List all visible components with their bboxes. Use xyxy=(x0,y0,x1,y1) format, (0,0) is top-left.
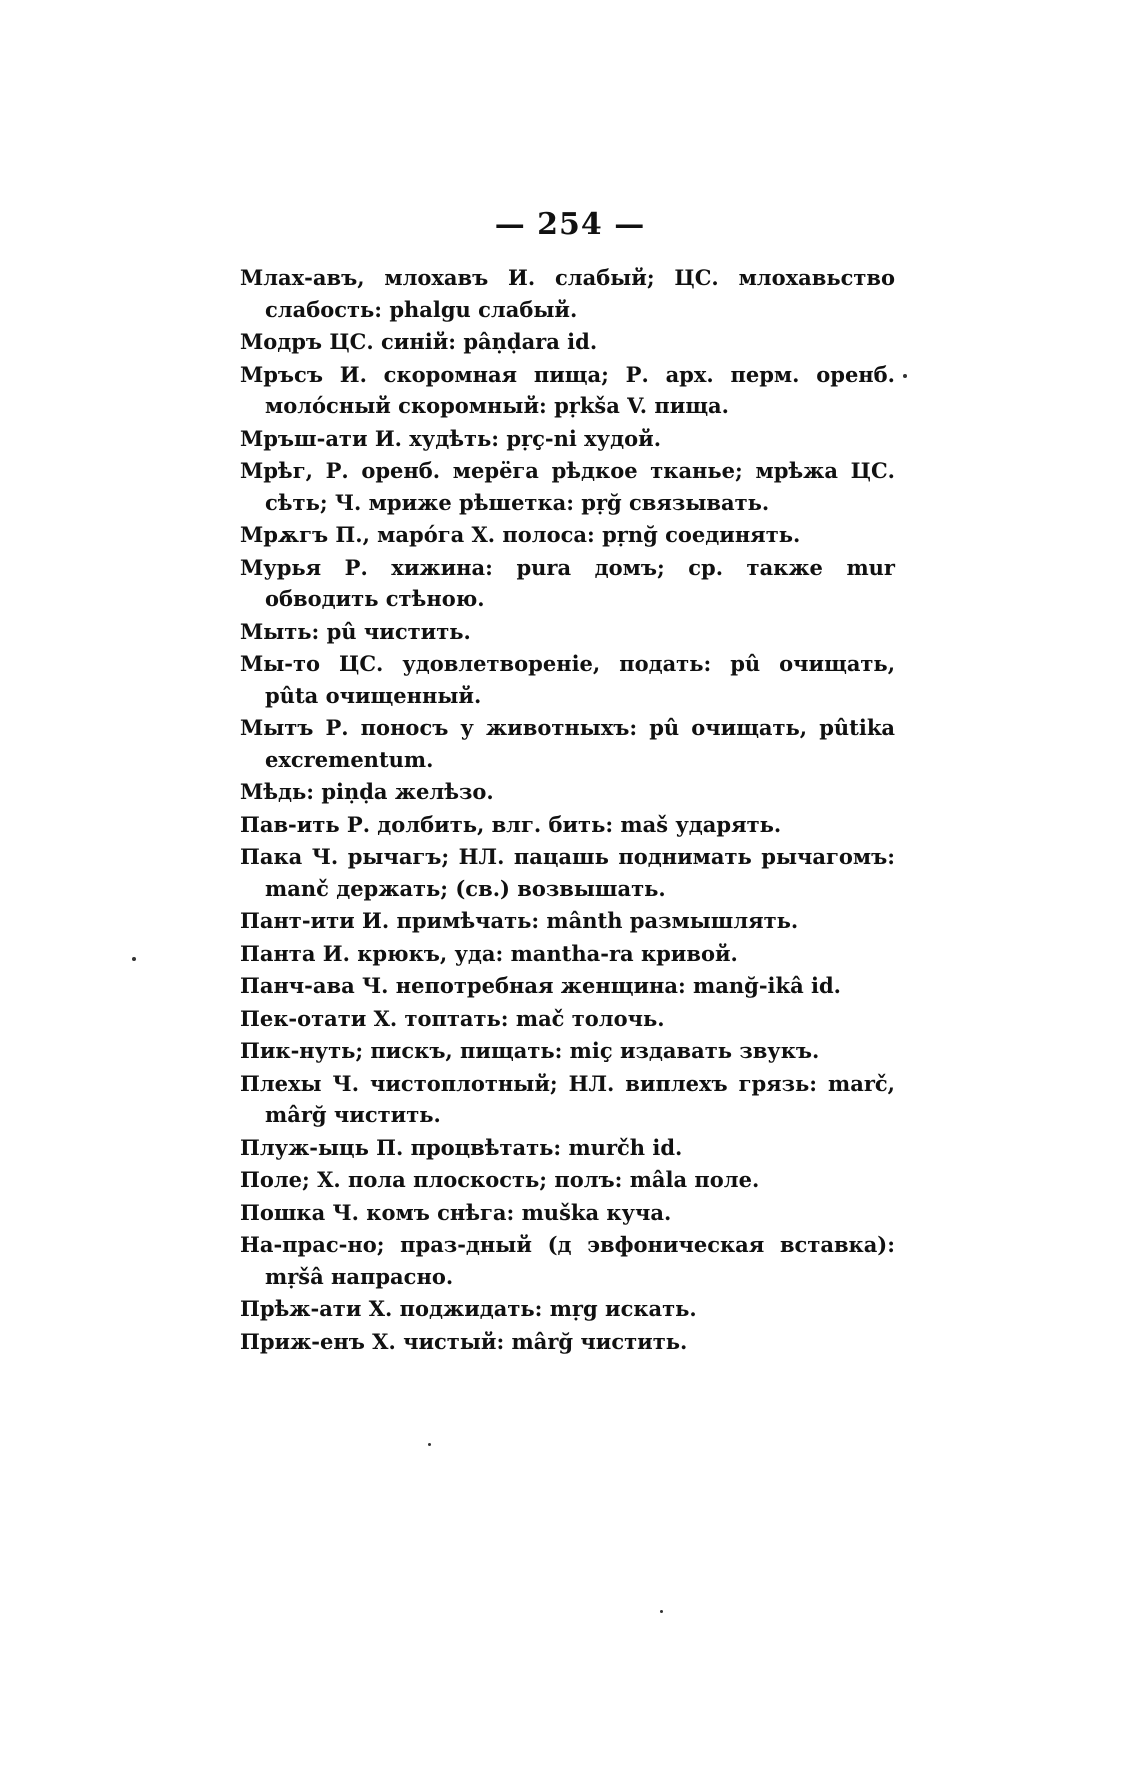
dictionary-entry: Пик-нуть; пискъ, пищать: miç издавать звукъ. xyxy=(240,1038,820,1063)
dictionary-entry: Мурья Р. хижина: pura домъ; ср. также mur обводить стѣною. xyxy=(240,554,895,611)
dictionary-entry: Мы-то ЦС. удовлетвореніе, подать: pû очищать, pûta очищенный. xyxy=(240,651,895,708)
dictionary-entry: Млах-авъ, млохавъ И. слабый; ЦС. млохавьство слабость: phalgu слабый. xyxy=(240,265,895,322)
dictionary-entry: Плехы Ч. чистоплотный; НЛ. виплехъ грязь: marč, mârğ чистить. xyxy=(240,1070,895,1127)
dictionary-entry: Плуж-ыць П. процвѣтать: murčh id. xyxy=(240,1134,683,1160)
dictionary-entry: Мрѫгъ П., марóга Х. полоса: pṛnğ соединять. xyxy=(240,522,801,547)
scan-speck xyxy=(903,374,907,378)
scan-speck xyxy=(132,957,136,961)
dictionary-entry: Мръш-ати И. худѣть: pṛç-ni худой. xyxy=(240,425,662,451)
dictionary-entry: Приж-енъ Х. чистый: mârğ чистить. xyxy=(240,1328,688,1354)
dictionary-entry: Модръ ЦС. синій: pâṇḍara id. xyxy=(240,329,598,354)
dictionary-entry: На-прас-но; праз-дный (д эвфоническая вставка): mṛšâ напрасно. xyxy=(240,1232,895,1289)
scan-speck xyxy=(428,1443,431,1446)
dictionary-entry: Поле; Х. пола плоскость; полъ: mâla поле. xyxy=(240,1167,760,1192)
dictionary-entry: Пант-ити И. примѣчать: mânth размышлять. xyxy=(240,908,799,933)
dictionary-entry: Мѣдь: piṇḍa желѣзо. xyxy=(240,779,494,804)
dictionary-entry: Панта И. крюкъ, уда: mantha-ra кривой. xyxy=(240,940,738,966)
page-number: — 254 — xyxy=(494,207,646,242)
dictionary-entry: Пек-отати Х. топтать: mač толочь. xyxy=(240,1005,665,1031)
dictionary-entry: Панч-ава Ч. непотребная женщина: manğ-ikâ id. xyxy=(240,973,841,998)
dictionary-entry: Прѣж-ати Х. поджидать: mṛg искать. xyxy=(240,1296,697,1321)
dictionary-entry: Пав-ить Р. долбить, влг. бить: maš ударять. xyxy=(240,811,782,837)
scan-speck xyxy=(660,1610,663,1613)
dictionary-entry: Мыть: pû чистить. xyxy=(240,618,471,644)
dictionary-entry: Пошка Ч. комъ снѣга: muška куча. xyxy=(240,1199,672,1225)
dictionary-entry: Мръсъ И. скоромная пища; Р. арх. перм. оренб. молóсный скоромный: pṛkša V. пища. xyxy=(240,361,895,418)
dictionary-entry: Мытъ Р. поносъ у животныхъ: pû очищать, pûtika excrementum. xyxy=(240,715,895,772)
dictionary-entry: Пака Ч. рычагъ; НЛ. пацашь поднимать рычагомъ: manč держать; (св.) возвышать. xyxy=(240,844,895,901)
entry-list xyxy=(240,262,895,1358)
dictionary-entry: Мрѣг, Р. оренб. мерёга рѣдкое тканье; мрѣжа ЦС. сѣть; Ч. мриже рѣшетка: pṛğ связывать. xyxy=(240,458,895,515)
